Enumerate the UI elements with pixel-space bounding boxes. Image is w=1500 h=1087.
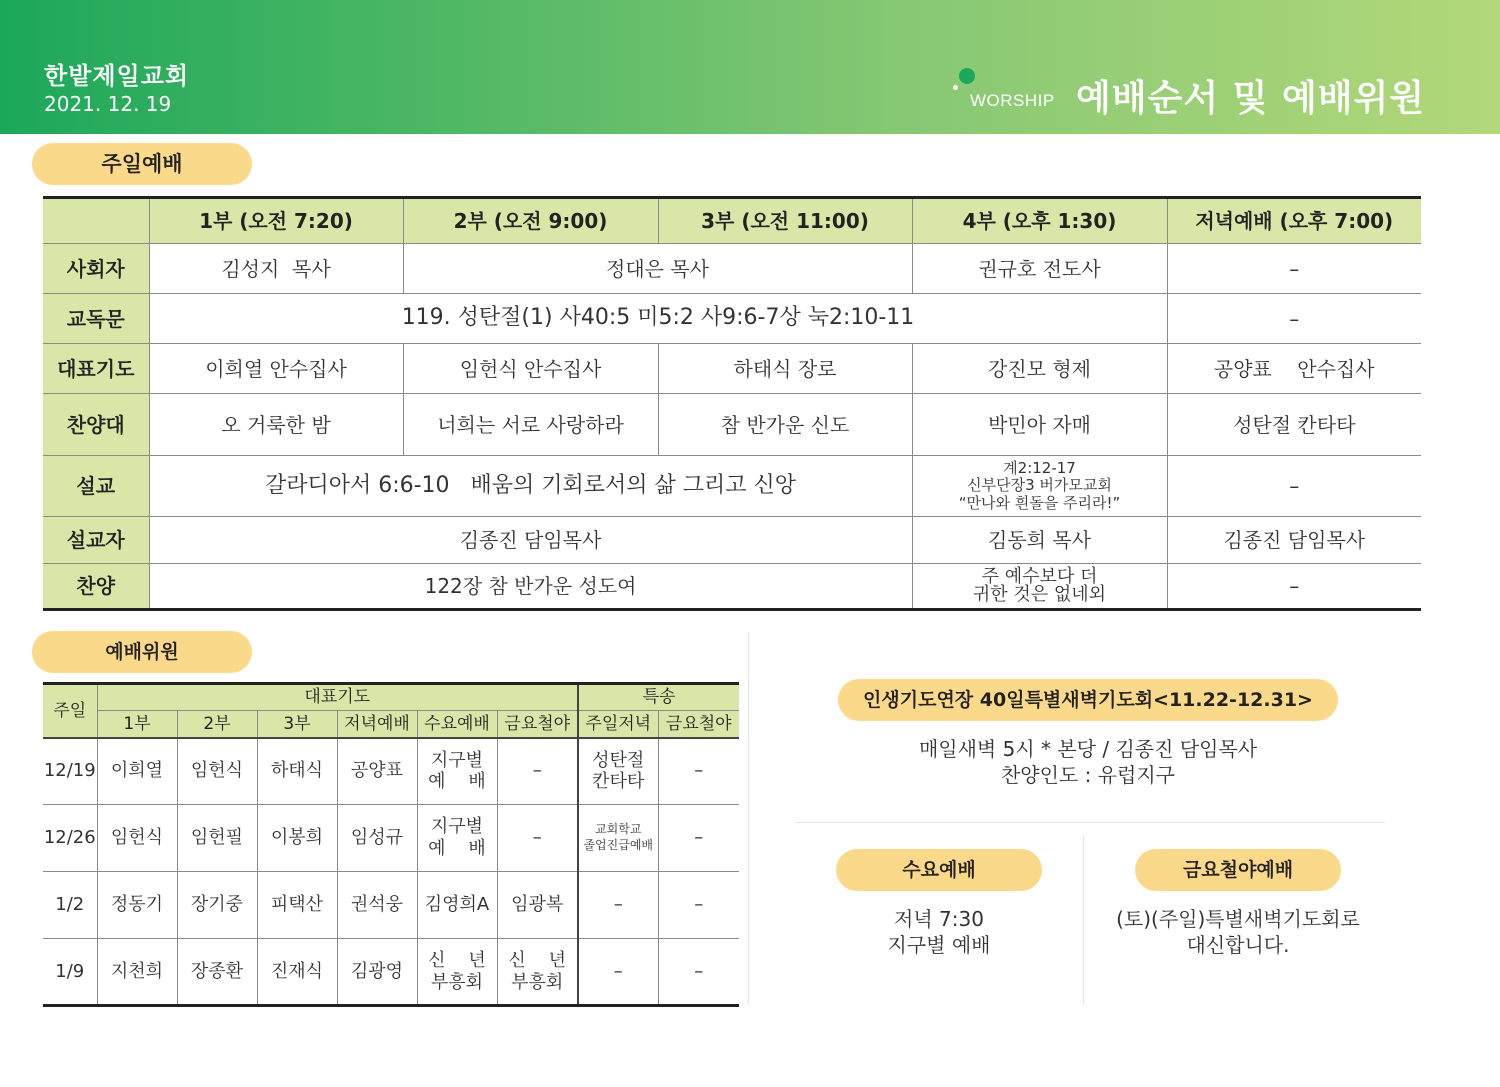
date-cell: 1/9 [43,939,97,1006]
table-cell [578,738,658,805]
row-label: 설교 [43,456,149,517]
table-cell: 권규호 전도사 [912,244,1167,294]
cell-line: 귀한 것은 없네외 [972,584,1107,605]
table-cell: – [578,872,658,939]
table-row [43,564,1421,610]
table-cell: 장기중 [177,872,257,939]
table-row [43,394,1421,456]
table-cell [912,564,1167,610]
table-cell: – [1167,564,1421,610]
cell-line: 칸타타 [592,771,645,793]
table-cell: 김광영 [337,939,417,1006]
table-cell: 하태식 [257,738,337,805]
table-cell: 이희열 [97,738,177,805]
table-header-row [43,684,739,711]
table-cell: 김동희 목사 [912,517,1167,564]
table-cell: 임헌식 [97,805,177,872]
table-cell: 임헌식 안수집사 [403,344,658,394]
church-name: 한밭제일교회 [44,62,190,90]
table-header-row [43,711,739,738]
info-line: 지구별 예배 [887,933,991,957]
sunday-worship-table [43,196,1421,611]
table-cell: 피택산 [257,872,337,939]
table-row [43,344,1421,394]
page-header [0,0,1500,134]
table-row [43,244,1421,294]
prayer-meeting-info [838,736,1338,788]
column-header: 수요예배 [417,711,497,738]
cell-line: 졸업진급예배 [583,838,654,852]
table-cell: – [1167,244,1421,294]
table-cell [912,456,1167,517]
table-header-row [43,198,1421,244]
column-header: 금요철야 [658,711,739,738]
table-cell: 참 반가운 신도 [658,394,912,456]
column-header: 저녁예배 [337,711,417,738]
table-cell: 김영희A [417,872,497,939]
table-row [43,517,1421,564]
row-label: 대표기도 [43,344,149,394]
column-header: 1부 (오전 7:20) [149,198,403,244]
table-cell: 박민아 자매 [912,394,1167,456]
cell-line: 신 년 [428,949,486,971]
table-cell: – [658,872,739,939]
column-header: 2부 [177,711,257,738]
special-prayer-meeting-heading: 인생기도연장 40일특별새벽기도회<11.22-12.31> [838,679,1338,721]
table-cell [417,738,497,805]
cell-line: 신 년 [508,949,567,971]
column-header: 주일저녁 [578,711,658,738]
column-header: 3부 [257,711,337,738]
section-title: 예배순서 및 예배위원 [1076,78,1426,119]
column-header: 3부 (오전 11:00) [658,198,912,244]
column-header: 2부 (오전 9:00) [403,198,658,244]
table-cell: 이희열 안수집사 [149,344,403,394]
table-cell: – [578,939,658,1006]
table-cell: 진재식 [257,939,337,1006]
sunday-worship-heading: 주일예배 [32,143,252,185]
table-cell: 김성지 목사 [149,244,403,294]
column-group-header: 특송 [578,684,739,711]
friday-vigil-info [1085,906,1391,958]
column-group-header: 대표기도 [97,684,578,711]
divider [748,632,749,1004]
table-cell [497,939,578,1006]
info-line: 대신합니다. [1186,933,1290,957]
table-cell: 장종환 [177,939,257,1006]
table-cell: 정동기 [97,872,177,939]
row-label: 찬양 [43,564,149,610]
wednesday-worship-info [836,906,1042,958]
table-cell: 정대은 목사 [403,244,912,294]
wednesday-worship-heading: 수요예배 [836,849,1042,891]
info-line: 찬양인도 : 유럽지구 [1000,763,1175,787]
column-header: 저녁예배 (오후 7:00) [1167,198,1421,244]
table-cell [417,939,497,1006]
table-cell: 공양표 안수집사 [1167,344,1421,394]
table-cell: 강진모 형제 [912,344,1167,394]
info-line: 매일새벽 5시 * 본당 / 김종진 담임목사 [918,737,1258,761]
table-cell: – [658,939,739,1006]
cell-line: 예 배 [428,838,486,859]
table-cell: 김종진 담임목사 [1167,517,1421,564]
table-cell: 하태식 장로 [658,344,912,394]
table-cell [578,805,658,872]
column-header: 금요철야 [497,711,578,738]
table-cell: – [1167,456,1421,517]
table-row [43,805,739,872]
table-cell: – [497,805,578,872]
cell-line: “만나와 흰돌을 주리라!” [958,493,1121,512]
cell-line: 교회학교 [595,822,642,837]
date-cell: 12/19 [43,738,97,805]
cell-line: 부흥회 [430,971,484,993]
cell-line: 부흥회 [511,971,564,993]
table-row [43,939,739,1006]
table-cell: – [658,738,739,805]
table-cell: – [497,738,578,805]
table-cell: 이봉희 [257,805,337,872]
table-cell: 119. 성탄절(1) 사40:5 미5:2 사9:6-7상 눅2:10-11 [149,294,1167,344]
dot-icon [959,68,975,84]
corner-cell [43,198,149,244]
table-cell: 공양표 [337,738,417,805]
cell-line: 주 예수보다 더 [981,566,1098,587]
table-cell: 지천희 [97,939,177,1006]
table-row [43,456,1421,517]
cell-line: 지구별 [430,816,484,838]
table-cell: 갈라디아서 6:6-10 배움의 기회로서의 삶 그리고 신앙 [149,456,912,517]
table-cell: 오 거룩한 밤 [149,394,403,456]
table-cell: 122장 참 반가운 성도여 [149,564,912,610]
table-cell: 임성규 [337,805,417,872]
row-label: 찬양대 [43,394,149,456]
table-row [43,872,739,939]
date-cell: 12/26 [43,805,97,872]
column-header: 1부 [97,711,177,738]
row-label: 사회자 [43,244,149,294]
date-cell: 1/2 [43,872,97,939]
table-row [43,294,1421,344]
worship-members-table [43,682,739,1007]
row-label: 설교자 [43,517,149,564]
divider [1083,835,1084,1005]
table-cell: 너희는 서로 사랑하라 [403,394,658,456]
row-label: 교독문 [43,294,149,344]
cell-line: 신부단장3 버가모교회 [967,476,1112,495]
bulletin-date: 2021. 12. 19 [44,92,172,116]
cell-line: 계2:12-17 [1003,459,1076,478]
worship-members-heading: 예배위원 [32,631,252,673]
column-header: 4부 (오후 1:30) [912,198,1167,244]
table-cell: 임헌필 [177,805,257,872]
friday-vigil-heading: 금요철야예배 [1135,849,1341,891]
table-cell: 임헌식 [177,738,257,805]
table-cell: – [1167,294,1421,344]
cell-line: 지구별 [430,749,484,771]
cell-line: 예 배 [428,771,486,793]
small-dot-icon [953,85,958,90]
table-cell: 김종진 담임목사 [149,517,912,564]
divider [795,822,1385,823]
info-line: (토)(주일)특별새벽기도회로 [1116,907,1360,931]
cell-line: 성탄절 [592,749,645,771]
table-cell: – [658,805,739,872]
column-header: 주일 [43,684,97,738]
table-row [43,738,739,805]
table-cell [417,805,497,872]
table-cell: 임광복 [497,872,578,939]
info-line: 저녁 7:30 [894,907,984,931]
table-cell: 성탄절 칸타타 [1167,394,1421,456]
table-cell: 권석웅 [337,872,417,939]
section-label-en: WORSHIP [970,91,1055,110]
